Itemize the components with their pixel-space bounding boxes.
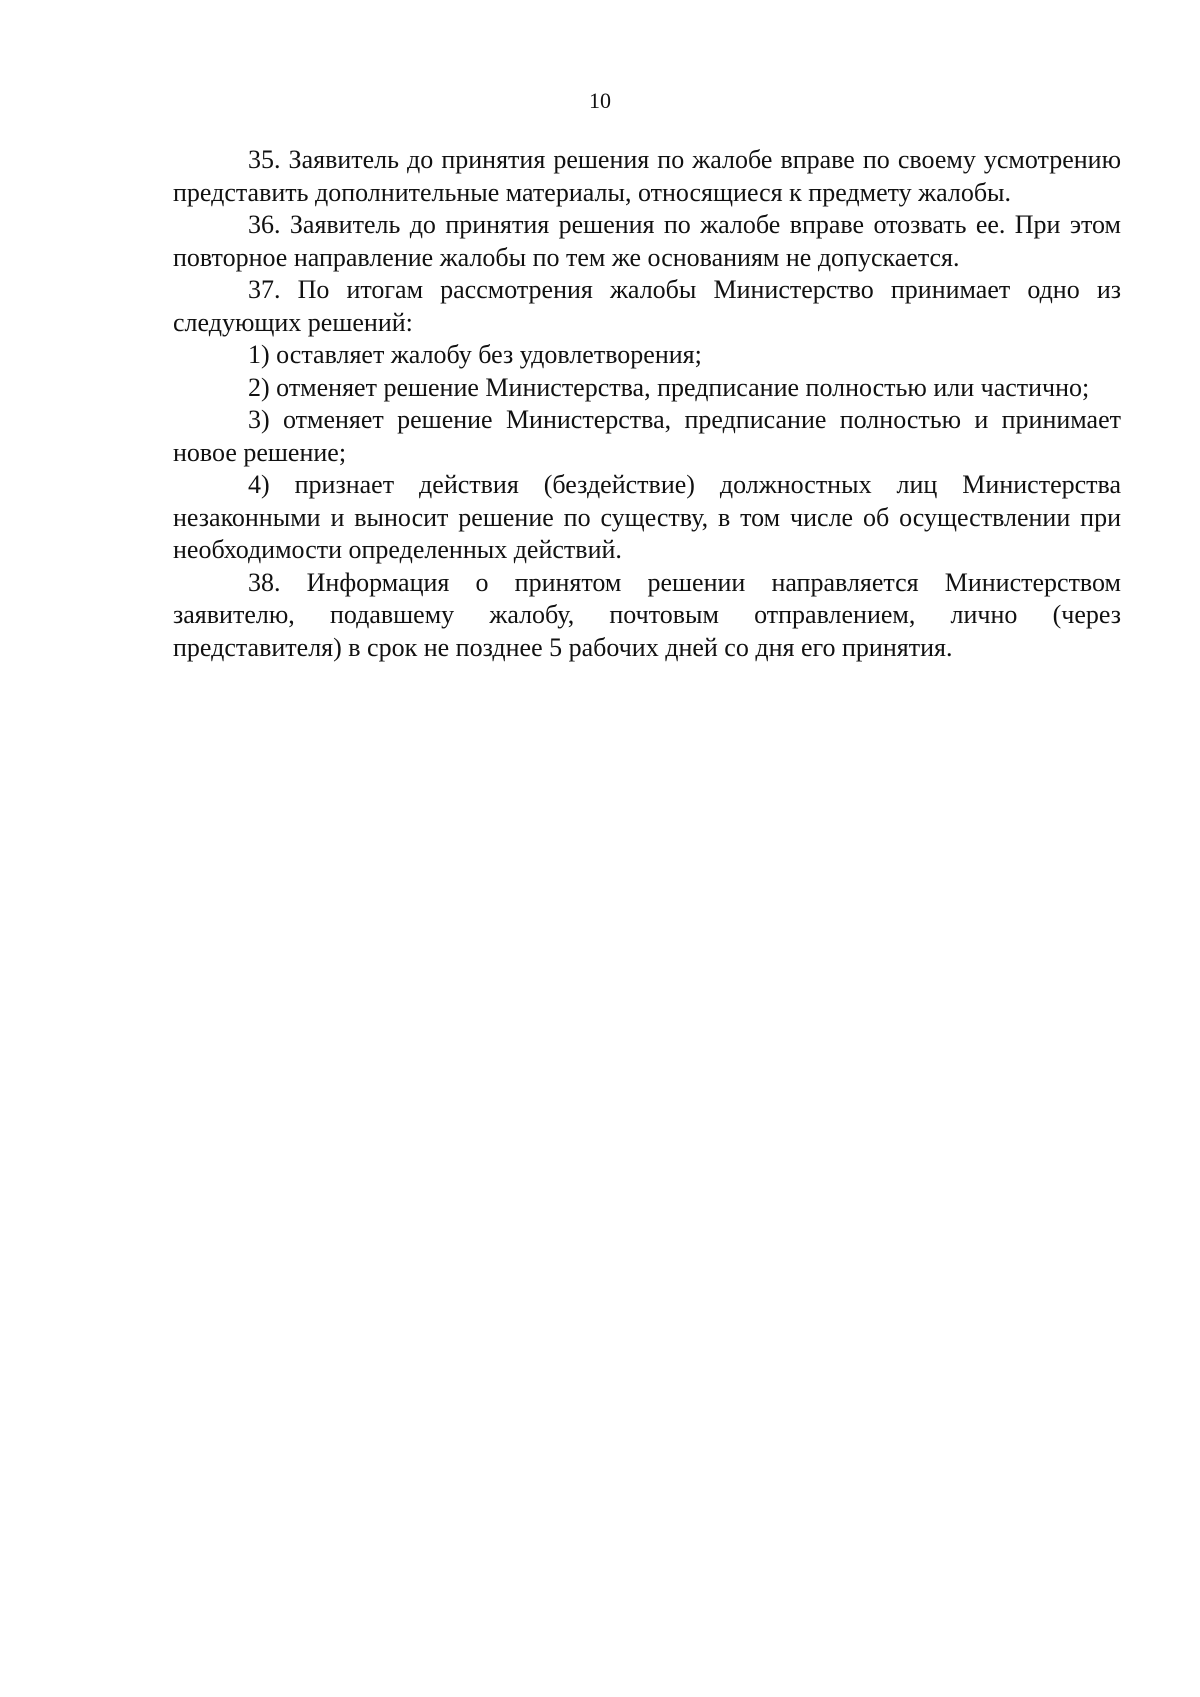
list-item-3: 3) отменяет решение Министерства, предписание полностью и принимает новое решение; — [173, 405, 1121, 467]
page-number: 10 — [589, 88, 611, 113]
paragraph-38: 38. Информация о принятом решении направляется Министерством заявителю, подавшему жалобу, почтовым отправлением, лично (через представителя) в срок не позднее 5 рабочих дней со дня его принятия. — [173, 567, 1121, 662]
document-body — [173, 144, 1121, 664]
list-item-4: 4) признает действия (бездействие) должностных лиц Министерства незаконными и выносит решение по существу, в том числе об осуществлении при необходимости определенных действий. — [173, 470, 1121, 564]
list-item-2: 2) отменяет решение Министерства, предписание полностью или частично; — [248, 372, 1090, 402]
paragraph-36: 36. Заявитель до принятия решения по жалобе вправе отозвать ее. При этом повторное направление жалобы по тем же основаниям не допускается. — [173, 210, 1121, 272]
list-item-1: 1) оставляет жалобу без удовлетворения; — [248, 340, 702, 369]
paragraph-37: 37. По итогам рассмотрения жалобы Министерство принимает одно из следующих решений: — [173, 275, 1121, 337]
paragraph-35: 35. Заявитель до принятия решения по жалобе вправе по своему усмотрению представить дополнительные материалы, относящиеся к предмету жалобы. — [173, 145, 1121, 207]
